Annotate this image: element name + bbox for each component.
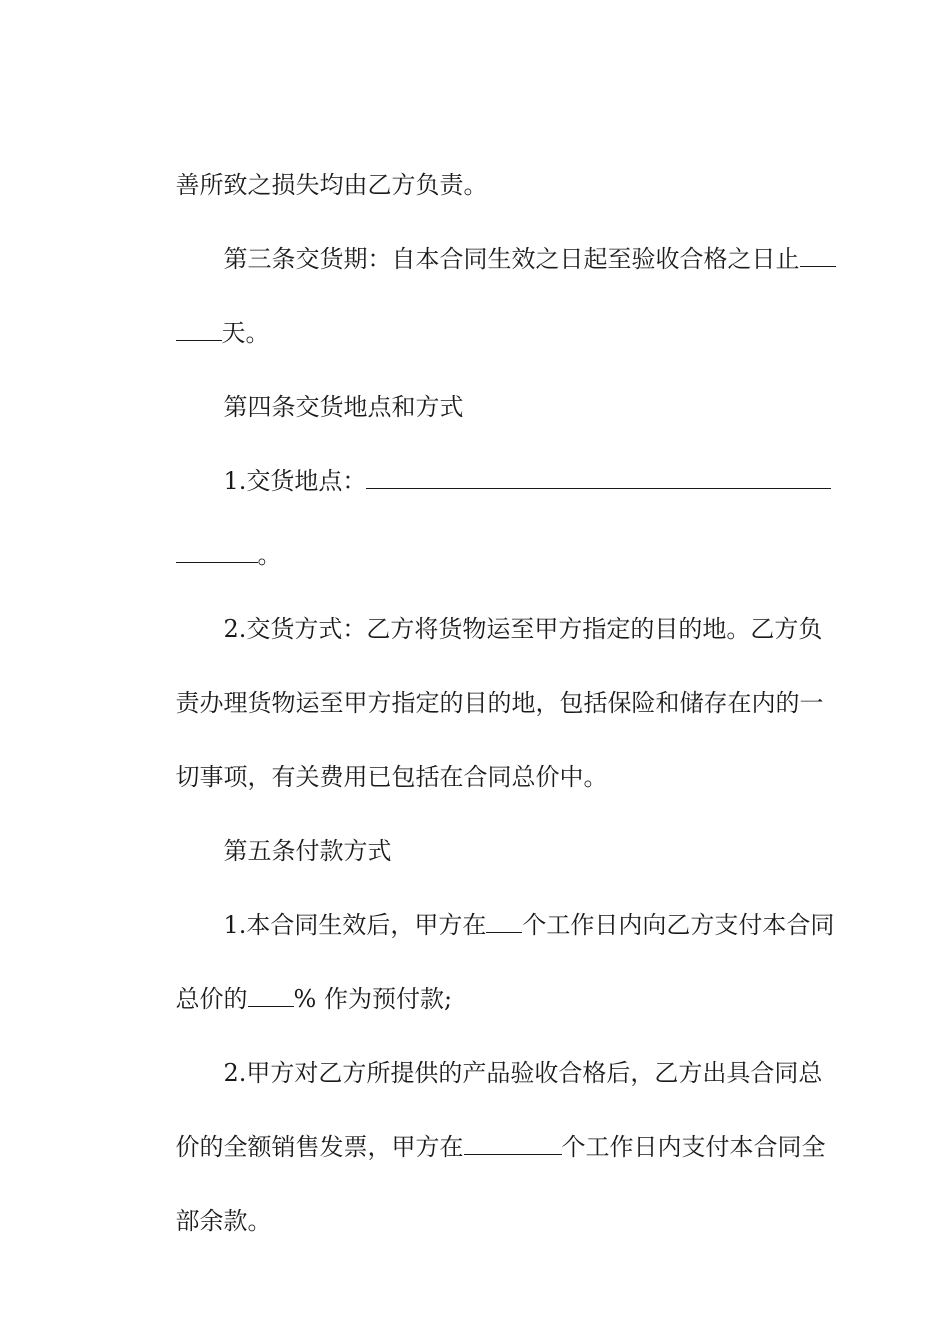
fill-blank[interactable]: [464, 1132, 562, 1155]
text: 部余款。: [175, 1207, 272, 1235]
text: 责办理货物运至甲方指定的目的地，包括保险和储存在内的一: [175, 689, 824, 717]
text: 切事项，有关费用已包括在合同总价中。: [175, 763, 608, 791]
fill-blank[interactable]: [248, 984, 294, 1007]
text: 1.本合同生效后，甲方在: [223, 911, 487, 939]
text: % 作为预付款;: [293, 985, 453, 1013]
text: 2.交货方式：乙方将货物运至甲方指定的目的地。乙方负: [223, 615, 823, 643]
text: 第三条交货期：自本合同生效之日起至验收合格之日止: [223, 245, 800, 273]
text: 价的全额销售发票，甲方在: [175, 1133, 464, 1161]
fill-blank[interactable]: [176, 318, 222, 341]
text: 2.甲方对乙方所提供的产品验收合格后，乙方出具合同总: [223, 1059, 823, 1087]
text: 第五条付款方式: [223, 837, 392, 865]
text: 总价的: [175, 985, 248, 1013]
fill-blank[interactable]: [486, 910, 522, 933]
text: 天。: [221, 319, 270, 347]
text: 1.交货地点：: [223, 467, 367, 495]
paragraph-line: [145, 1173, 810, 1269]
text: 第四条交货地点和方式: [223, 393, 464, 421]
text: 个工作日内支付本合同全: [561, 1133, 826, 1161]
text: 个工作日内向乙方支付本合同: [522, 911, 835, 939]
fill-blank[interactable]: [800, 244, 836, 267]
fill-blank[interactable]: [366, 466, 831, 489]
text: 。: [257, 541, 282, 569]
text: 善所致之损失均由乙方负责。: [175, 171, 488, 199]
fill-blank[interactable]: [176, 540, 258, 563]
